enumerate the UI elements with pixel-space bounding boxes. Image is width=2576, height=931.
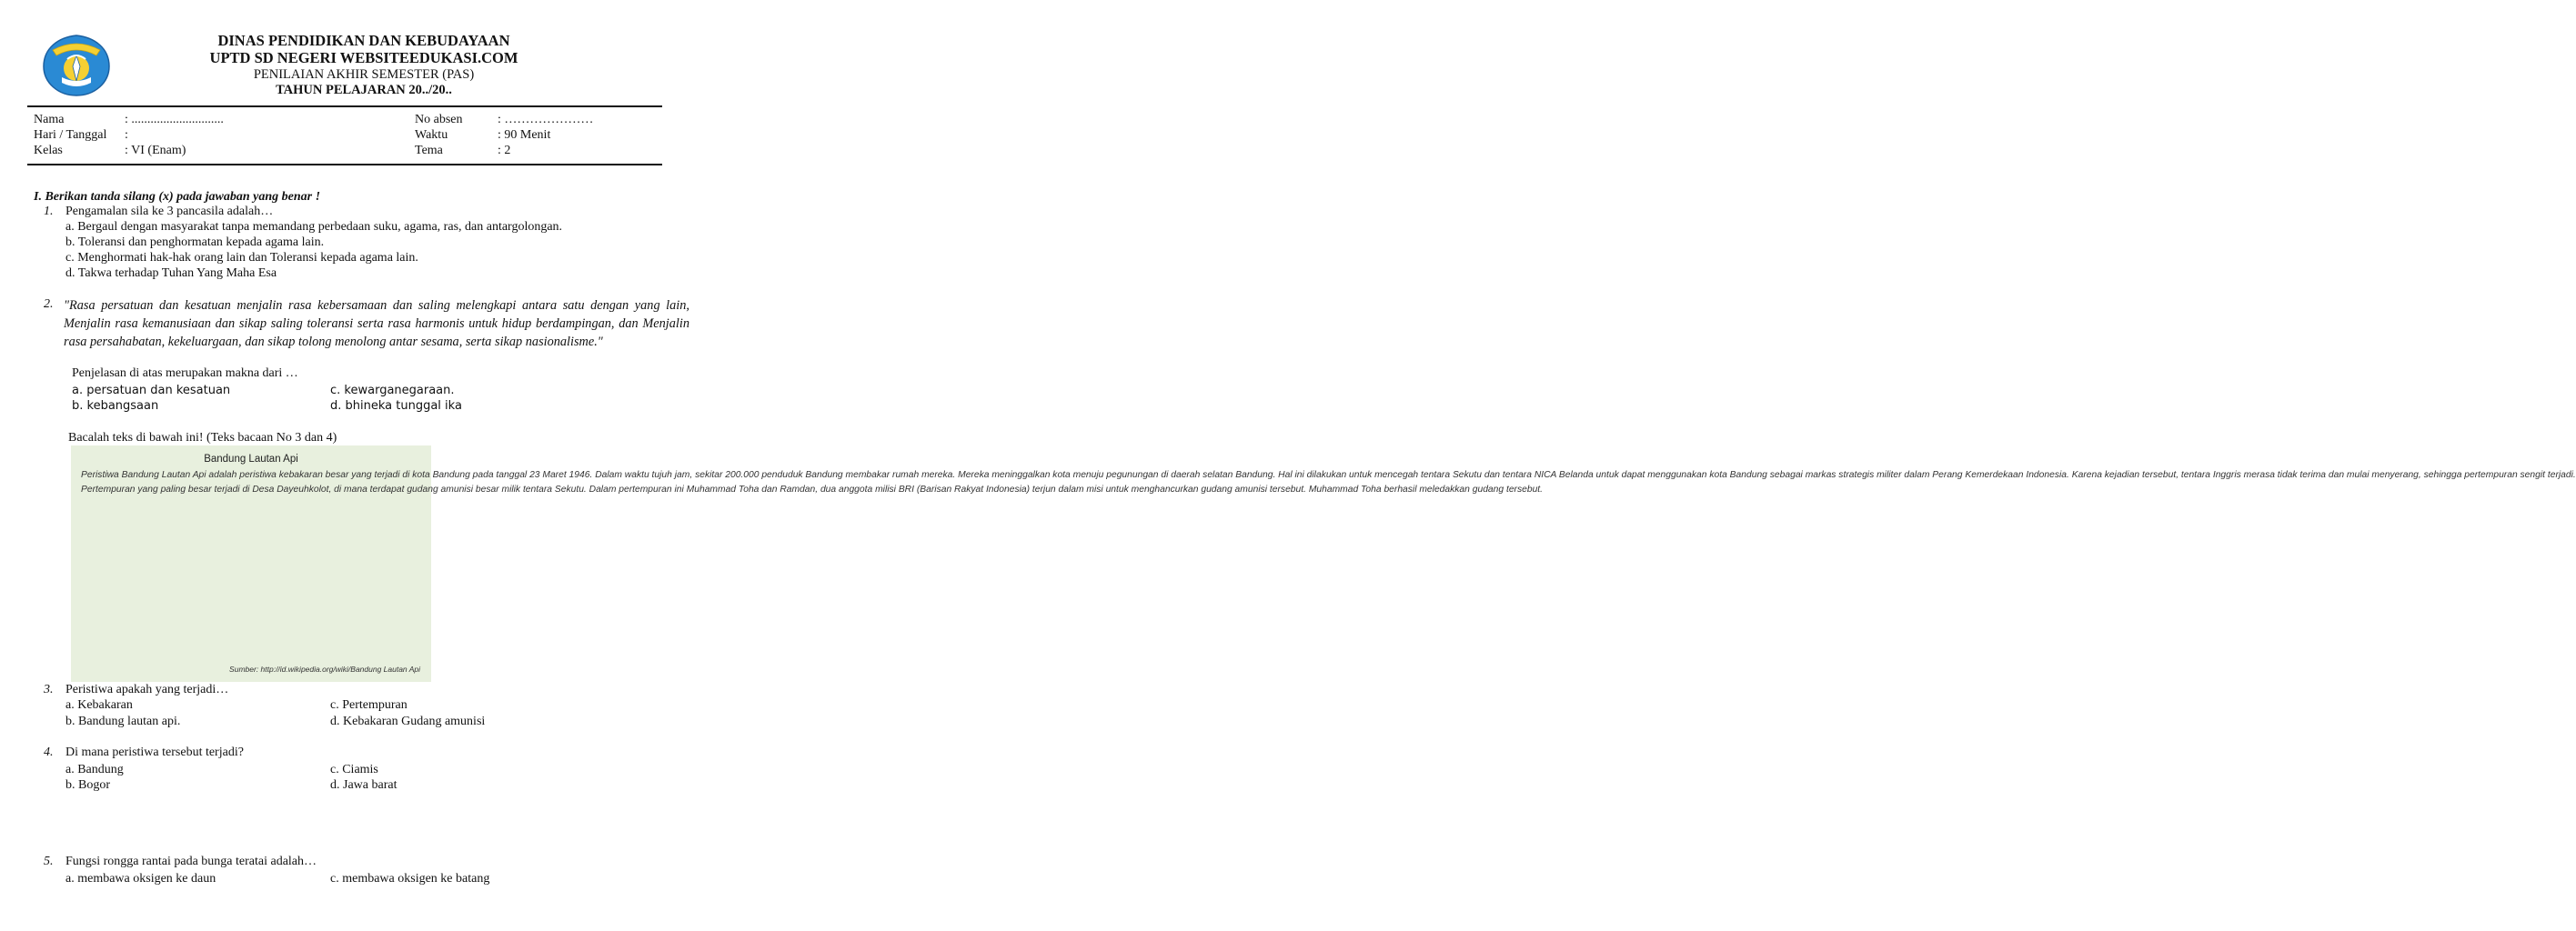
- header-school: UPTD SD NEGERI WEBSITEEDUKASI.COM: [209, 49, 518, 66]
- q1-option-b[interactable]: b. Toleransi dan penghormatan kepada agama lain.: [65, 235, 325, 249]
- section-title: I. Berikan tanda silang (x) pada jawaban yang benar !: [34, 190, 321, 204]
- passage-paragraph-2: Pertempuran yang paling besar terjadi di Desa Dayeuhkolot, di mana terdapat gudang amunisi besar milik tentara Sekutu. Dalam pertempuran ini Muhammad Toha dan Ramdan, dua anggota milisi BRI (Barisan Rakyat Indonesia) terjun dalam misi untuk menghancurkan gudang amunisi tersebut. Muhammad Toha berhasil meledakkan gudang tersebut.: [81, 484, 1544, 495]
- tema-label: Tema: [415, 144, 443, 157]
- q4-option-a[interactable]: a. Bandung: [65, 763, 124, 776]
- q4-option-b[interactable]: b. Bogor: [65, 778, 110, 792]
- q4-number: 4.: [44, 746, 54, 759]
- reading-passage-box: [71, 445, 2576, 682]
- waktu-label: Waktu: [415, 128, 448, 142]
- q4-text: Di mana peristiwa tersebut terjadi?: [65, 746, 244, 759]
- passage-source: Sumber: http://id.wikipedia.org/wiki/Bandung Lautan Api: [229, 665, 420, 674]
- header-year: TAHUN PELAJARAN 20../20..: [276, 83, 452, 97]
- passage-body: [81, 469, 2576, 497]
- q2-option-c[interactable]: c. kewarganegaraan.: [330, 384, 455, 397]
- q3-option-c[interactable]: c. Pertempuran: [330, 698, 408, 712]
- q2-option-b[interactable]: b. kebangsaan: [72, 399, 159, 413]
- q1-option-d[interactable]: d. Takwa terhadap Tuhan Yang Maha Esa: [65, 266, 277, 280]
- absen-label: No absen: [415, 113, 463, 126]
- kelas-label: Kelas: [34, 144, 63, 157]
- q1-option-c[interactable]: c. Menghormati hak-hak orang lain dan Toleransi kepada agama lain.: [65, 251, 418, 265]
- q5-option-c[interactable]: c. membawa oksigen ke batang: [330, 872, 490, 886]
- q3-option-a[interactable]: a. Kebakaran: [65, 698, 133, 712]
- header-exam: PENILAIAN AKHIR SEMESTER (PAS): [253, 67, 475, 82]
- info-rule: [27, 164, 662, 165]
- tut-wuri-handayani-logo: [40, 34, 113, 97]
- q5-option-a[interactable]: a. membawa oksigen ke daun: [65, 872, 216, 886]
- header-rule: [27, 105, 662, 107]
- nama-label: Nama: [34, 113, 65, 126]
- q2-number: 2.: [44, 297, 54, 311]
- tema-value: : 2: [498, 144, 511, 157]
- q4-option-c[interactable]: c. Ciamis: [330, 763, 378, 776]
- nama-value: : .............................: [125, 113, 224, 126]
- q3-text: Peristiwa apakah yang terjadi…: [65, 683, 229, 696]
- q1-text: Pengamalan sila ke 3 pancasila adalah…: [65, 205, 274, 218]
- q3-option-d[interactable]: d. Kebakaran Gudang amunisi: [330, 715, 486, 728]
- q1-option-a[interactable]: a. Bergaul dengan masyarakat tanpa memandang perbedaan suku, agama, ras, dan antargolongan.: [65, 220, 563, 234]
- q3-option-b[interactable]: b. Bandung lautan api.: [65, 715, 181, 728]
- passage-paragraph-1: Peristiwa Bandung Lautan Api adalah peristiwa kebakaran besar yang terjadi di kota Bandung pada tanggal 23 Maret 1946. Dalam waktu tujuh jam, sekitar 200.000 penduduk Bandung membakar rumah mereka. Mereka meninggalkan kota menuju pegunungan di daerah selatan Bandung. Hal ini dilakukan untuk mencegah tentara Sekutu dan tentara NICA Belanda untuk dapat menggunakan kota Bandung sebagai markas strategis militer dalam Perang Kemerdekaan Indonesia. Karena kejadian tersebut, tentara Inggris merasa tidak terima dan mulai menyerang, sehingga pertempuran sengit terjadi.: [81, 470, 2576, 480]
- kelas-value: : VI (Enam): [125, 144, 186, 157]
- q2-option-a[interactable]: a. persatuan dan kesatuan: [72, 384, 231, 397]
- passage-title: Bandung Lautan Api: [204, 454, 298, 465]
- q5-number: 5.: [44, 855, 54, 868]
- q1-number: 1.: [44, 205, 54, 218]
- q3-number: 3.: [44, 683, 54, 696]
- q2-quote: "Rasa persatuan dan kesatuan menjalin rasa kebersamaan dan saling melengkapi antara satu dengan yang lain, Menjalin rasa kemanusiaan dan sikap saling toleransi serta rasa harmonis untuk hidup berdampingan, dan Menjalin rasa persahabatan, kekeluargaan, dan sikap tolong menolong antar sesama, serta sikap nasionalisme.": [64, 298, 689, 349]
- reading-instruction: Bacalah teks di bawah ini! (Teks bacaan No 3 dan 4): [68, 431, 337, 445]
- q2-option-d[interactable]: d. bhineka tunggal ika: [330, 399, 462, 413]
- waktu-value: : 90 Menit: [498, 128, 551, 142]
- header-agency: DINAS PENDIDIKAN DAN KEBUDAYAAN: [217, 32, 510, 49]
- hari-label: Hari / Tanggal: [34, 128, 107, 142]
- hari-value: :: [125, 128, 128, 142]
- q5-text: Fungsi rongga rantai pada bunga teratai adalah…: [65, 855, 317, 868]
- q4-option-d[interactable]: d. Jawa barat: [330, 778, 397, 792]
- absen-value: : …………………: [498, 113, 594, 126]
- q2-prompt: Penjelasan di atas merupakan makna dari …: [72, 366, 298, 380]
